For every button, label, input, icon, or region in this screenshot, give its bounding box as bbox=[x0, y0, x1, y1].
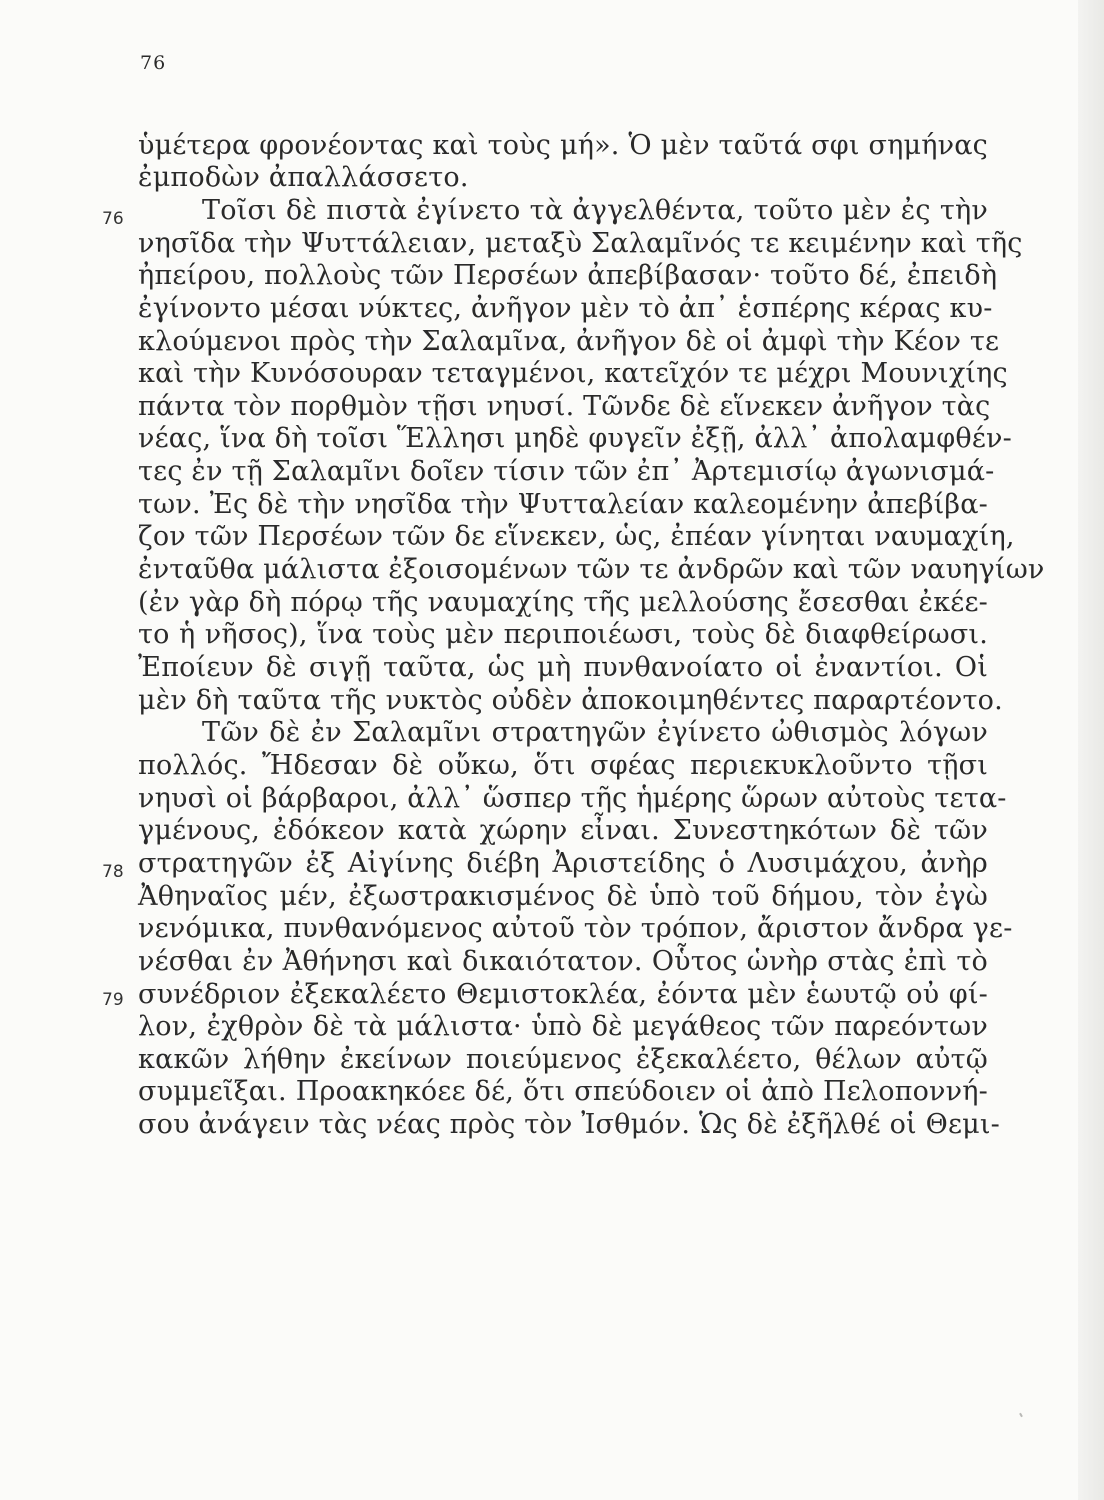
text-line: λον, ἐχθρὸν δὲ τὰ μάλιστα· ὑπὸ δὲ μεγάθεος τῶν παρεόντων bbox=[138, 1011, 988, 1042]
text-line: ζον τῶν Περσέων τῶν δε εἵνεκεν, ὡς, ἐπέαν γίνηται ναυμαχίη, bbox=[138, 521, 1015, 552]
text-line: κλούμενοι πρὸς τὴν Σαλαμῖνα, ἀνῆγον δὲ οἱ ἀμφὶ τὴν Κέον τε bbox=[138, 326, 1000, 357]
text-line: συμμεῖξαι. Προακηκόεε δέ, ὅτι σπεύδοιεν οἱ ἀπὸ Πελοποννή- bbox=[138, 1076, 988, 1107]
text-line: κακῶν λήθην ἐκείνων ποιεύμενος ἐξεκαλέετο, θέλων αὐτῷ bbox=[138, 1044, 988, 1075]
text-line: σου ἀνάγειν τὰς νέας πρὸς τὸν Ἰσθμόν. Ὡς δὲ ἐξῆλθέ οἱ Θεμι- bbox=[138, 1109, 1000, 1140]
text-line: νησῖδα τὴν Ψυττάλειαν, μεταξὺ Σαλαμῖνός τε κειμένην καὶ τῆς bbox=[138, 228, 1023, 259]
text-line: στρατηγῶν ἐξ Αἰγίνης διέβη Ἀριστείδης ὁ Λυσιμάχου, ἀνὴρ bbox=[138, 848, 988, 879]
page-edge-shadow bbox=[1078, 0, 1104, 1500]
text-line: γμένους, ἐδόκεον κατὰ χώρην εἶναι. Συνεστηκότων δὲ τῶν bbox=[138, 815, 988, 846]
text-line: συνέδριον ἐξεκαλέετο Θεμιστοκλέα, ἐόντα μὲν ἑωυτῷ οὐ φί- bbox=[138, 979, 988, 1010]
text-line: ὑμέτερα φρονέοντας καὶ τοὺς μή». Ὁ μὲν ταῦτά σφι σημήνας bbox=[138, 130, 988, 161]
page-number: 76 bbox=[140, 52, 167, 74]
text-line: των. Ἐς δὲ τὴν νησῖδα τὴν Ψυτταλείαν καλεομένην ἀπεβίβα- bbox=[138, 489, 988, 520]
text-line: πάντα τὸν πορθμὸν τῇσι νηυσί. Τῶνδε δὲ εἵνεκεν ἀνῆγον τὰς bbox=[138, 391, 991, 422]
text-line: πολλός. Ἤδεσαν δὲ οὔκω, ὅτι σφέας περιεκυκλοῦντο τῇσι bbox=[138, 750, 988, 781]
text-line: μὲν δὴ ταῦτα τῆς νυκτὸς οὐδὲν ἀποκοιμηθέντες παραρτέοντο. bbox=[138, 685, 1003, 716]
text-line: Τοῖσι δὲ πιστὰ ἐγίνετο τὰ ἀγγελθέντα, τοῦτο μὲν ἐς τὴν bbox=[202, 195, 988, 226]
text-line: νηυσὶ οἱ βάρβαροι, ἀλλ᾽ ὥσπερ τῆς ἡμέρης ὥρων αὐτοὺς τετα- bbox=[138, 783, 1007, 814]
text-line: (ἐν γὰρ δὴ πόρῳ τῆς ναυμαχίης τῆς μελλούσης ἔσεσθαι ἐκέε- bbox=[138, 587, 988, 618]
text-line: Τῶν δὲ ἐν Σαλαμῖνι στρατηγῶν ἐγίνετο ὠθισμὸς λόγων bbox=[202, 717, 988, 748]
text-line: νέσθαι ἐν Ἀθήνησι καὶ δικαιότατον. Οὗτος ὡνὴρ στὰς ἐπὶ τὸ bbox=[138, 946, 988, 977]
text-line: Ἐποίευν δὲ σιγῇ ταῦτα, ὡς μὴ πυνθανοίατο οἱ ἐναντίοι. Οἱ bbox=[138, 652, 988, 683]
text-line: το ἡ νῆσος), ἵνα τοὺς μὲν περιποιέωσι, τοὺς δὲ διαφθείρωσι. bbox=[138, 619, 988, 650]
text-line: Ἀθηναῖος μέν, ἐξωστρακισμένος δὲ ὑπὸ τοῦ δήμου, τὸν ἐγὼ bbox=[138, 881, 988, 912]
margin-chapter-number-78: 78 bbox=[102, 862, 124, 882]
text-line: νέας, ἵνα δὴ τοῖσι Ἕλλησι μηδὲ φυγεῖν ἐξῇ, ἀλλ᾽ ἀπολαμφθέν- bbox=[138, 423, 1012, 454]
margin-chapter-number-76: 76 bbox=[102, 209, 124, 229]
text-line: ἐγίνοντο μέσαι νύκτες, ἀνῆγον μὲν τὸ ἀπ᾽ ἑσπέρης κέρας κυ- bbox=[138, 293, 993, 324]
text-line: ἐνταῦθα μάλιστα ἐξοισομένων τῶν τε ἀνδρῶν καὶ τῶν ναυηγίων bbox=[138, 554, 1045, 585]
margin-chapter-number-79: 79 bbox=[102, 990, 124, 1010]
text-line: καὶ τὴν Κυνόσουραν τεταγμένοι, κατεῖχόν τε μέχρι Μουνιχίης bbox=[138, 358, 1008, 389]
paper-speck bbox=[1019, 1413, 1023, 1417]
text-line: ἐμποδὼν ἀπαλλάσσετο. bbox=[138, 162, 469, 193]
text-line: ἠπείρου, πολλοὺς τῶν Περσέων ἀπεβίβασαν· τοῦτο δέ, ἐπειδὴ bbox=[138, 260, 998, 291]
text-line: νενόμικα, πυνθανόμενος αὐτοῦ τὸν τρόπον, ἄριστον ἄνδρα γε- bbox=[138, 913, 1013, 944]
text-line: τες ἐν τῇ Σαλαμῖνι δοῖεν τίσιν τῶν ἐπ᾽ Ἀρτεμισίῳ ἀγωνισμά- bbox=[138, 456, 995, 487]
